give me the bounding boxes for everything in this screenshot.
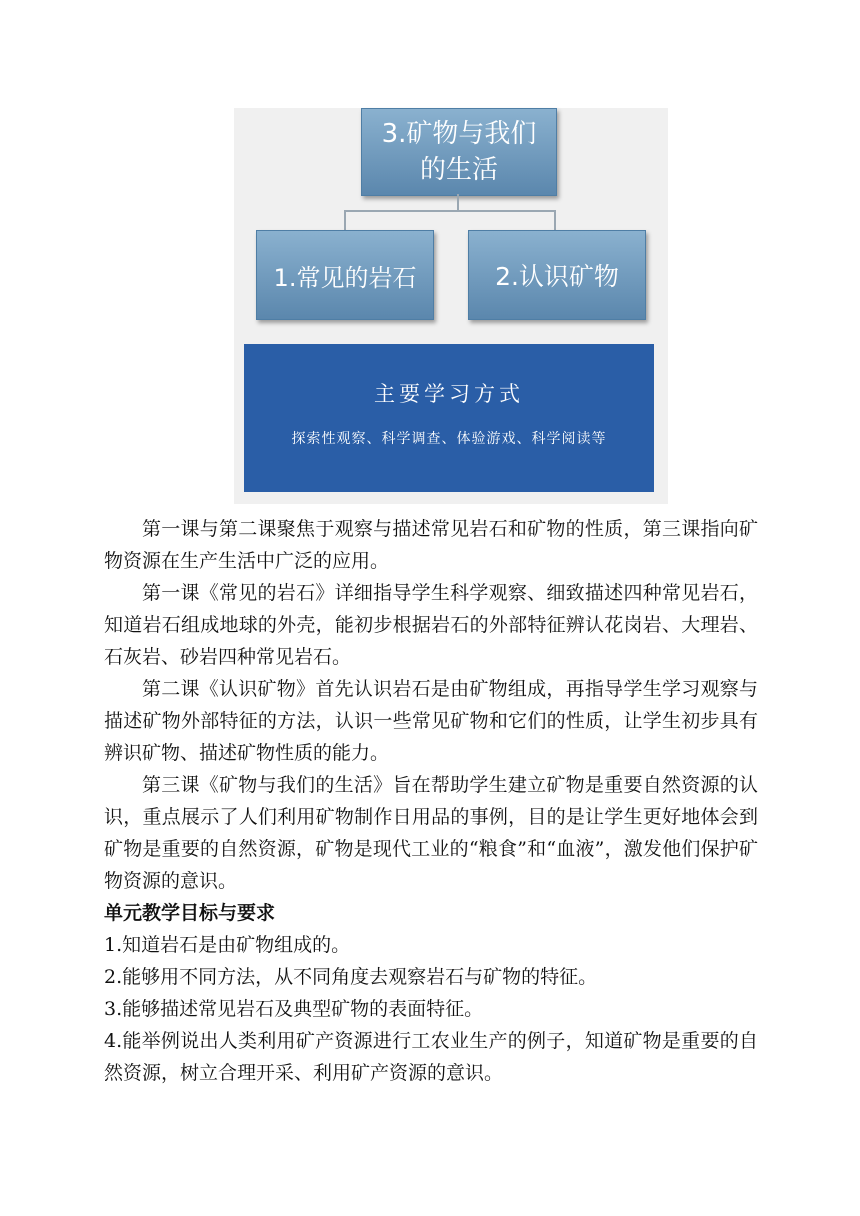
learning-methods-list: 探索性观察、科学调查、体验游戏、科学阅读等 xyxy=(291,431,607,447)
paragraph: 第三课《矿物与我们的生活》旨在帮助学生建立矿物是重要自然资源的认识，重点展示了人们利用矿物制作日用品的事例，目的是让学生更好地体会到矿物是重要的自然资源，矿物是现代工业的“粮食”和“血液”，激发他们保护矿物资源的意识。 xyxy=(104,774,758,892)
connector-left xyxy=(344,210,346,230)
paragraph: 第二课《认识矿物》首先认识岩石是由矿物组成，再指导学生学习观察与描述矿物外部特征的方法，认识一些常见矿物和它们的性质，让学生初步具有辨识矿物、描述矿物性质的能力。 xyxy=(104,678,758,764)
learning-methods-title: 主要学习方式 xyxy=(374,382,524,406)
lesson-3-line-1: 3.矿物与我们 xyxy=(381,119,537,149)
goal-item: 3.能够描述常见岩石及典型矿物的表面特征。 xyxy=(104,998,484,1020)
goals-heading: 单元教学目标与要求 xyxy=(104,902,276,924)
paragraph: 第一课《常见的岩石》详细指导学生科学观察、细致描述四种常见岩石，知道岩石组成地球的外壳，能初步根据岩石的外部特征辨认花岗岩、大理岩、石灰岩、砂岩四种常见岩石。 xyxy=(104,582,758,668)
connector-right xyxy=(554,210,556,230)
learning-methods-box xyxy=(244,344,654,492)
goal-item: 1.知道岩石是由矿物组成的。 xyxy=(104,934,351,956)
connector-vertical xyxy=(457,194,459,210)
goal-item: 2.能够用不同方法，从不同角度去观察岩石与矿物的特征。 xyxy=(104,966,598,988)
lesson-1-node: 1.常见的岩石 xyxy=(256,230,434,320)
paragraph: 第一课与第二课聚焦于观察与描述常见岩石和矿物的性质，第三课指向矿物资源在生产生活中广泛的应用。 xyxy=(104,518,758,572)
document-body xyxy=(104,513,758,1089)
connector-horizontal xyxy=(344,210,556,212)
goal-item: 4.能举例说出人类利用矿产资源进行工农业生产的例子，知道矿物是重要的自然资源，树立合理开采、利用矿产资源的意识。 xyxy=(104,1030,758,1084)
unit-structure-diagram xyxy=(234,108,668,504)
lesson-3-line-2: 的生活 xyxy=(419,155,498,185)
lesson-3-node xyxy=(361,108,557,196)
lesson-2-node: 2.认识矿物 xyxy=(468,230,646,320)
